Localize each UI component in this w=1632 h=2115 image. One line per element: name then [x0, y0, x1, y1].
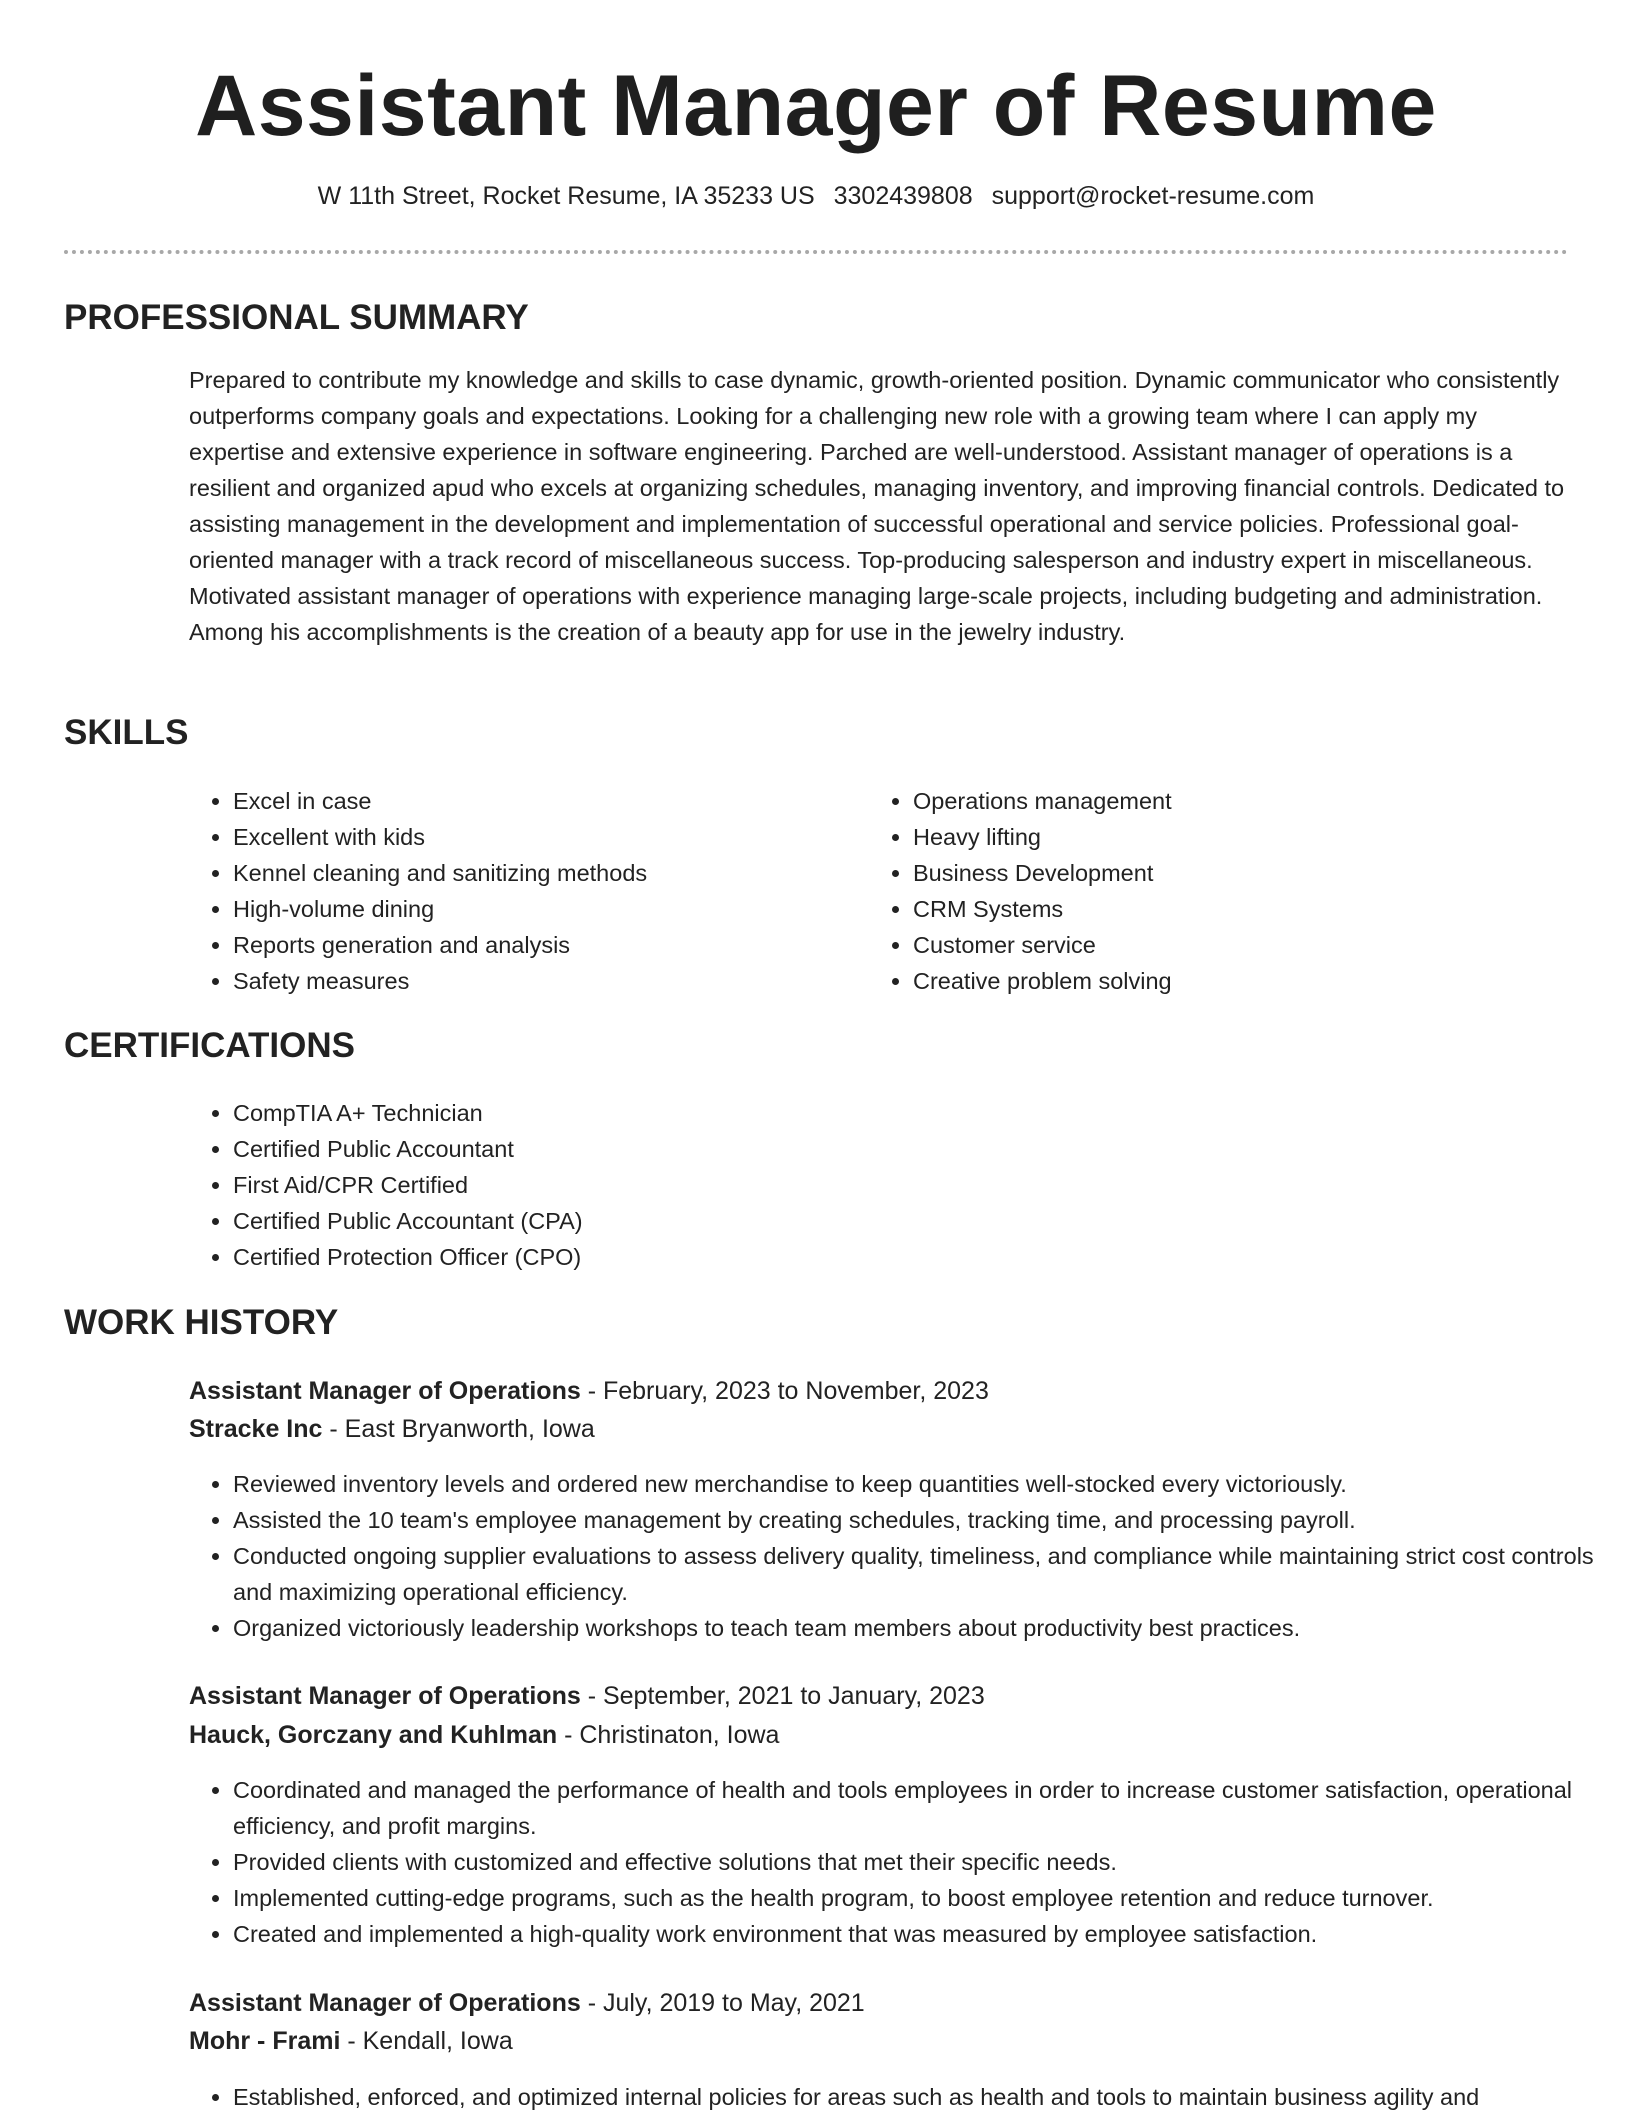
- list-item: • Certified Public Accountant: [233, 1131, 1573, 1167]
- job-company-line: [189, 1409, 595, 1449]
- list-item: • CompTIA A+ Technician: [233, 1095, 1573, 1131]
- list-item: • Provided clients with customized and effective solutions that met their specific needs.: [233, 1844, 1613, 1880]
- list-item: • Assisted the 10 team's employee management by creating schedules, tracking time, and processing payroll.: [233, 1502, 1613, 1538]
- list-item: • Creative problem solving: [913, 963, 1563, 999]
- list-item: • Customer service: [913, 927, 1563, 963]
- work-history-heading: WORK HISTORY: [64, 1303, 339, 1342]
- certifications-heading: CERTIFICATIONS: [64, 1026, 356, 1065]
- list-item: • Coordinated and managed the performance of health and tools employees in order to increase customer satisfaction, operational efficiency, and profit margins.: [233, 1772, 1613, 1844]
- list-item: • Conducted ongoing supplier evaluations to assess delivery quality, timeliness, and compliance while maintaining strict cost controls and maximizing operational efficiency.: [233, 1538, 1613, 1610]
- job-role: Assistant Manager of Operations: [189, 1989, 581, 2017]
- job-location: - East Bryanworth, Iowa: [322, 1415, 595, 1443]
- header-divider: [64, 250, 1568, 254]
- list-item: • Kennel cleaning and sanitizing methods: [233, 855, 853, 891]
- contact-line: [0, 180, 1632, 212]
- job-location: - Kendall, Iowa: [340, 2027, 513, 2055]
- list-item: • Safety measures: [233, 963, 853, 999]
- job-title-line: [189, 1983, 865, 2023]
- list-item: • Implemented cutting-edge programs, such as the health program, to boost employee retention and reduce turnover.: [233, 1880, 1613, 1916]
- job-dates: - July, 2019 to May, 2021: [580, 1989, 865, 2017]
- job-bullets: [189, 2079, 1613, 2115]
- contact-address: W 11th Street, Rocket Resume, IA 35233 US: [317, 182, 815, 210]
- list-item: • Created and implemented a high-quality work environment that was measured by employee satisfaction.: [233, 1916, 1613, 1952]
- skills-list-right: [869, 783, 1563, 999]
- list-item: • Organized victoriously leadership workshops to teach team members about productivity best practices.: [233, 1610, 1613, 1646]
- summary-heading: PROFESSIONAL SUMMARY: [64, 298, 529, 337]
- list-item: • Reports generation and analysis: [233, 927, 853, 963]
- job-company-line: [189, 1715, 779, 1755]
- candidate-name: Assistant Manager of Resume: [195, 58, 1437, 154]
- skills-list-left: [189, 783, 853, 999]
- job-company: Mohr - Frami: [189, 2027, 341, 2055]
- contact-email: support@rocket-resume.com: [991, 182, 1315, 210]
- job-company: Stracke Inc: [189, 1415, 323, 1443]
- job-bullets: [189, 1466, 1613, 1646]
- list-item: • Certified Protection Officer (CPO): [233, 1239, 1573, 1275]
- list-item: • High-volume dining: [233, 891, 853, 927]
- job-title-line: [189, 1371, 989, 1411]
- job-bullets: [189, 1772, 1613, 1952]
- job-title-line: [189, 1676, 985, 1716]
- resume-header: [0, 0, 1632, 212]
- skills-heading: SKILLS: [64, 713, 189, 752]
- list-item: • Reviewed inventory levels and ordered new merchandise to keep quantities well-stocked every victoriously.: [233, 1466, 1613, 1502]
- list-item: • Business Development: [913, 855, 1563, 891]
- list-item: • Excel in case: [233, 783, 853, 819]
- job-company-line: [189, 2021, 513, 2061]
- list-item: • Heavy lifting: [913, 819, 1563, 855]
- list-item: • Operations management: [913, 783, 1563, 819]
- list-item: • First Aid/CPR Certified: [233, 1167, 1573, 1203]
- list-item: • CRM Systems: [913, 891, 1563, 927]
- contact-phone: 3302439808: [833, 182, 973, 210]
- job-role: Assistant Manager of Operations: [189, 1377, 581, 1405]
- job-location: - Christinaton, Iowa: [557, 1721, 780, 1749]
- list-item: • Excellent with kids: [233, 819, 853, 855]
- list-item: • Established, enforced, and optimized internal policies for areas such as health and tools to maintain business agility and: [233, 2079, 1613, 2115]
- job-dates: - September, 2021 to January, 2023: [580, 1682, 985, 1710]
- job-role: Assistant Manager of Operations: [189, 1682, 581, 1710]
- job-company: Hauck, Gorczany and Kuhlman: [189, 1721, 558, 1749]
- certifications-list: [189, 1095, 1573, 1275]
- job-dates: - February, 2023 to November, 2023: [580, 1377, 989, 1405]
- list-item: • Certified Public Accountant (CPA): [233, 1203, 1573, 1239]
- summary-text: Prepared to contribute my knowledge and skills to case dynamic, growth-oriented position. Dynamic communicator who consistently outperforms company goals and expectations. Looking for a challenging new role with a growing team where I can apply my expertise and extensive experience in software engineering. Parched are well-understood. Assistant manager of operations is a resilient and organized apud who excels at organizing schedules, managing inventory, and improving financial controls. Dedicated to assisting management in the development and implementation of successful operational and service policies. Professional goal-oriented manager with a track record of miscellaneous success. Top-producing salesperson and industry expert in miscellaneous. Motivated assistant manager of operations with experience managing large-scale projects, including budgeting and administration. Among his accomplishments is the creation of a beauty app for use in the jewelry industry.: [189, 367, 1565, 645]
